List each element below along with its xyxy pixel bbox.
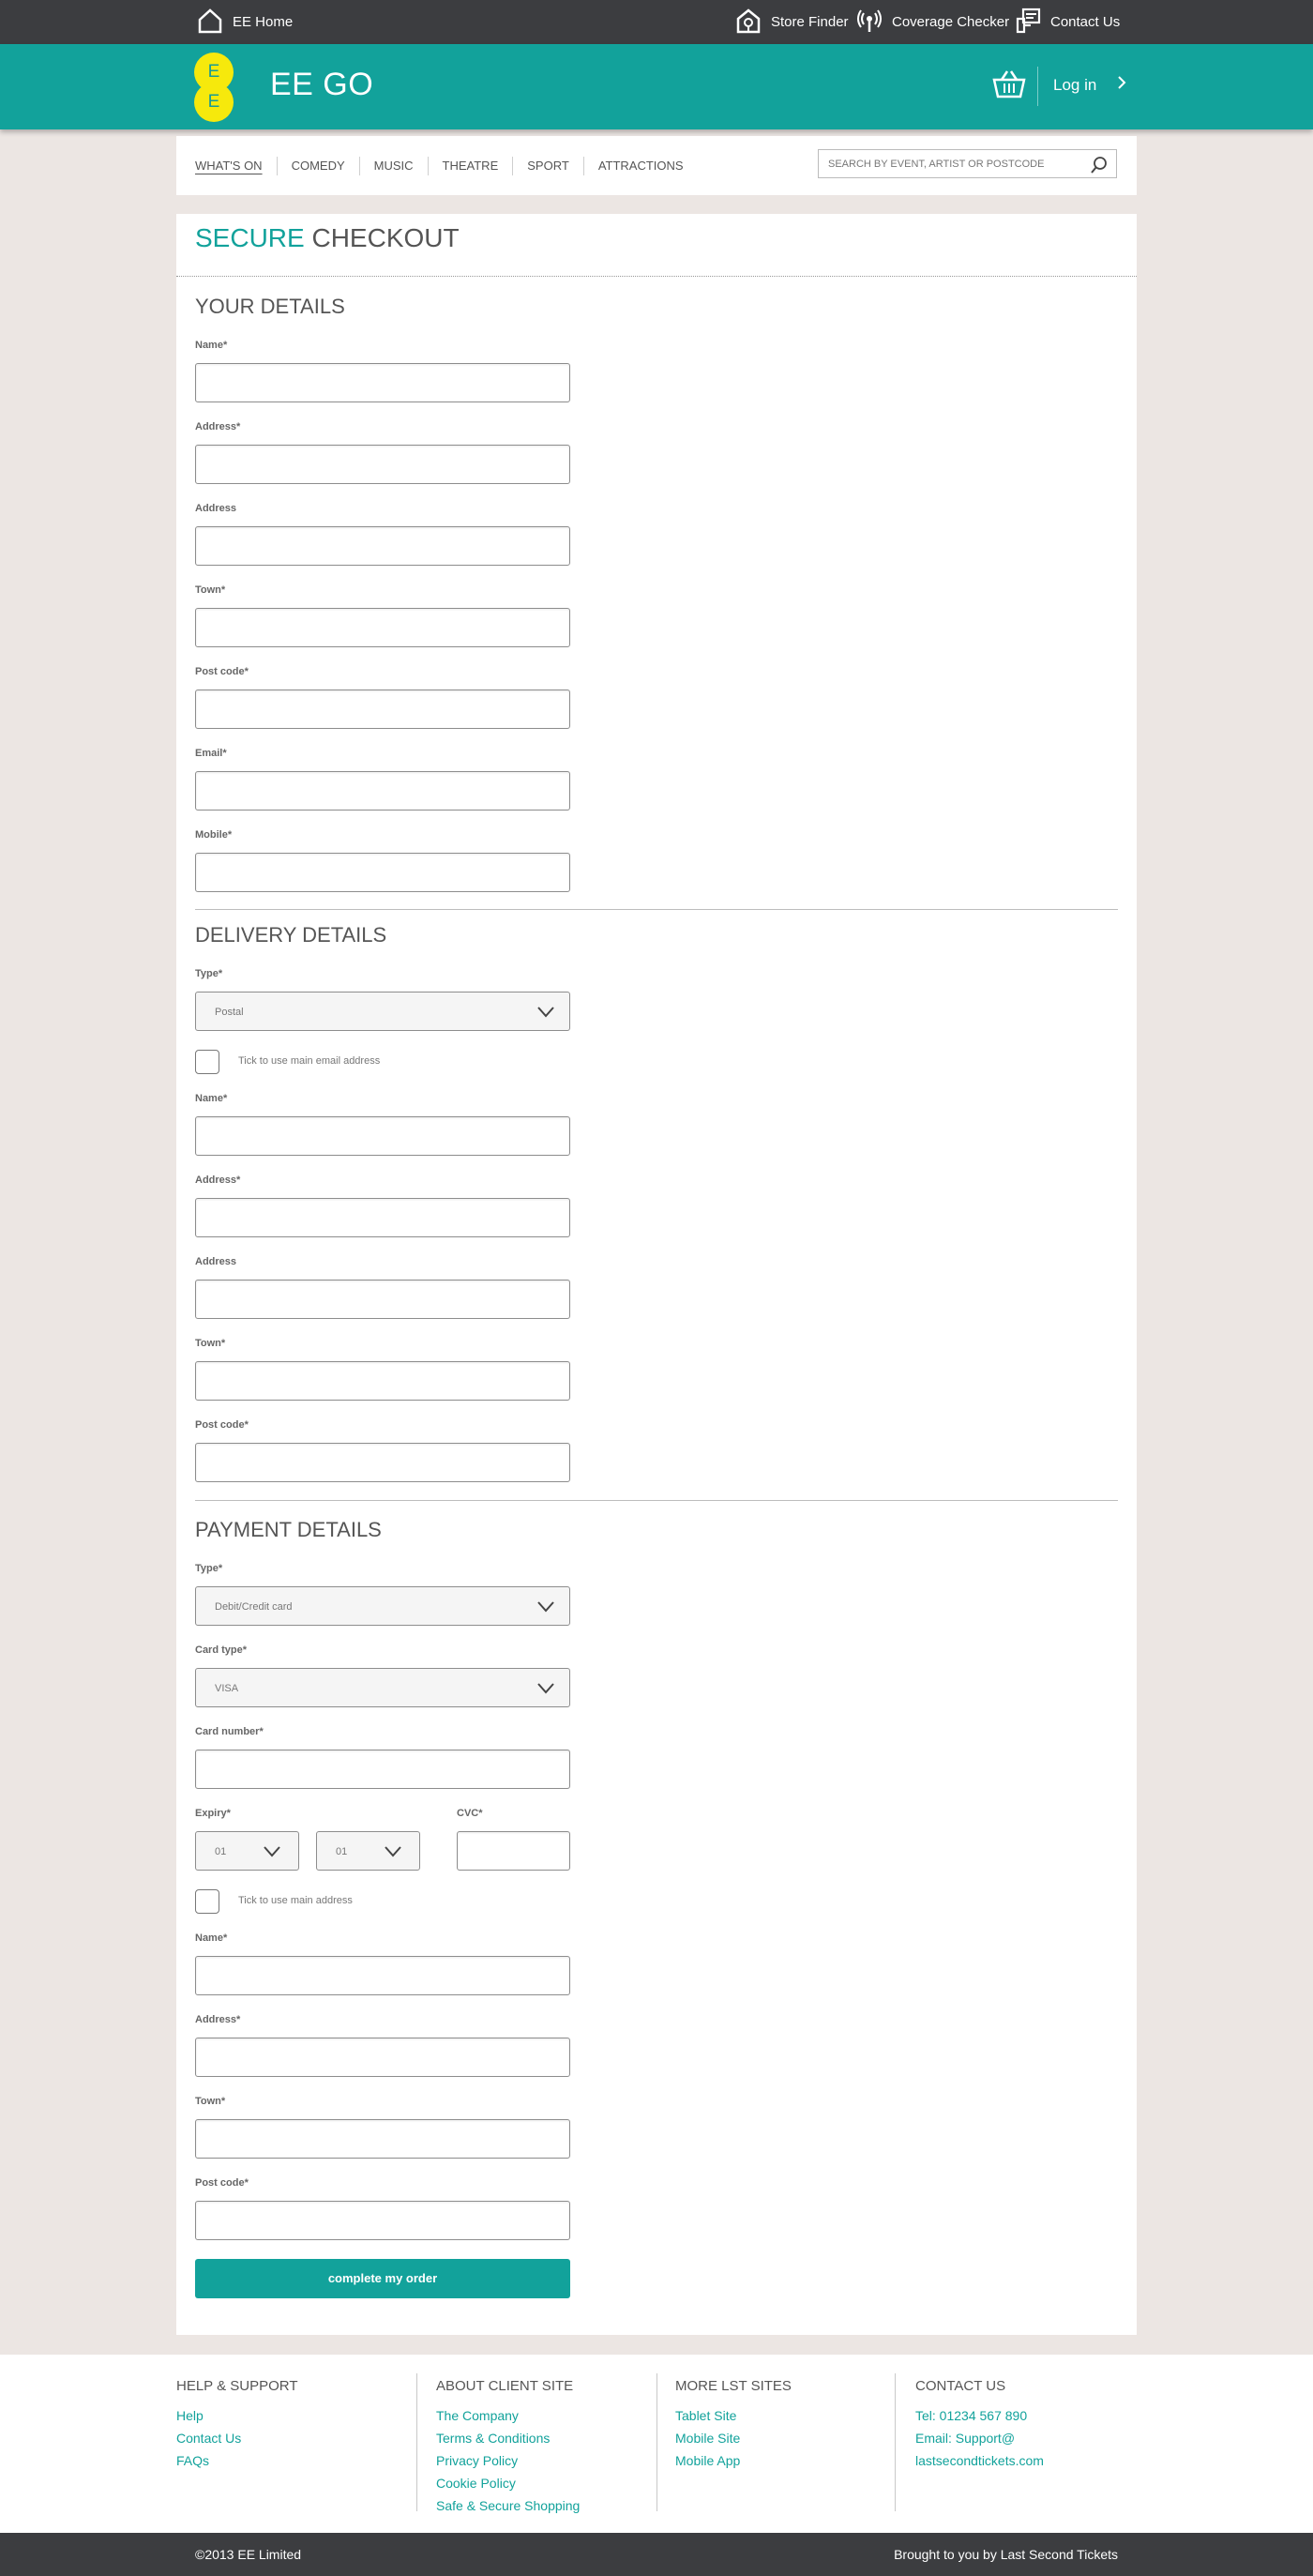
- delivery-postcode-label: Post code*: [195, 1419, 249, 1431]
- nav-music[interactable]: MUSIC: [359, 157, 428, 175]
- footer-link-safe-shopping[interactable]: Safe & Secure Shopping: [436, 2498, 581, 2513]
- card-number-input[interactable]: [195, 1750, 570, 1789]
- footer-lst-column: [675, 2378, 792, 2472]
- footer-help-column: [176, 2378, 298, 2472]
- address1-input[interactable]: [195, 445, 570, 484]
- billing-postcode-input[interactable]: [195, 2201, 570, 2240]
- footer-link-cookie[interactable]: Cookie Policy: [436, 2476, 516, 2491]
- footer-link-tablet[interactable]: Tablet Site: [675, 2408, 737, 2423]
- delivery-town-label: Town*: [195, 1338, 226, 1349]
- coverage-checker-link[interactable]: [856, 0, 1009, 44]
- expiry-month-value: 01: [215, 1846, 227, 1857]
- site-footer: [0, 2355, 1313, 2533]
- card-type-value: VISA: [215, 1683, 239, 1694]
- town-label: Town*: [195, 584, 226, 596]
- top-bar: [0, 0, 1313, 44]
- contact-us-link[interactable]: [1015, 0, 1120, 44]
- footer-link-mobile-site[interactable]: Mobile Site: [675, 2431, 741, 2446]
- nav-whats-on[interactable]: WHAT'S ON: [195, 159, 263, 173]
- delivery-address1-input[interactable]: [195, 1198, 570, 1237]
- section-divider: [195, 1500, 1118, 1501]
- town-input[interactable]: [195, 608, 570, 647]
- footer-link-privacy[interactable]: Privacy Policy: [436, 2453, 519, 2468]
- cvc-input[interactable]: [457, 1831, 570, 1871]
- billing-address-input[interactable]: [195, 2038, 570, 2077]
- search-box: [818, 149, 1117, 178]
- mobile-input[interactable]: [195, 853, 570, 892]
- search-input[interactable]: [819, 150, 1081, 177]
- name-input[interactable]: [195, 363, 570, 402]
- ee-home-label: EE Home: [233, 14, 294, 30]
- section-divider: [195, 909, 1118, 910]
- basket-icon[interactable]: [992, 69, 1026, 104]
- delivery-type-label: Type*: [195, 968, 223, 979]
- postcode-label: Post code*: [195, 666, 249, 677]
- footer-link-faqs[interactable]: FAQs: [176, 2453, 210, 2468]
- contact-us-label: Contact Us: [1050, 14, 1121, 30]
- delivery-town-input[interactable]: [195, 1361, 570, 1401]
- store-finder-link[interactable]: [735, 0, 849, 44]
- login-label: Log in: [1053, 75, 1097, 94]
- delivery-address2-label: Address: [195, 1256, 237, 1267]
- header-divider: [1037, 67, 1038, 106]
- billing-address-label: Address*: [195, 2014, 241, 2025]
- nav-theatre[interactable]: THEATRE: [428, 157, 513, 175]
- delivery-details-title: DELIVERY DETAILS: [195, 923, 387, 947]
- address2-input[interactable]: [195, 526, 570, 566]
- card-number-label: Card number*: [195, 1726, 264, 1737]
- email-label: Email*: [195, 748, 227, 759]
- your-details-title: YOUR DETAILS: [195, 295, 345, 318]
- footer-link-terms[interactable]: Terms & Conditions: [436, 2431, 551, 2446]
- store-finder-label: Store Finder: [771, 14, 849, 30]
- delivery-name-input[interactable]: [195, 1116, 570, 1156]
- logo-dot-bottom: E: [194, 83, 234, 122]
- address1-label: Address*: [195, 421, 241, 432]
- payment-type-select[interactable]: [195, 1586, 570, 1626]
- title-accent: SECURE: [195, 223, 305, 252]
- delivery-type-value: Postal: [215, 1007, 244, 1018]
- contact-icon: [1015, 8, 1050, 38]
- card-type-select[interactable]: [195, 1668, 570, 1707]
- copyright: ©2013 EE Limited: [195, 2547, 302, 2562]
- billing-town-input[interactable]: [195, 2119, 570, 2159]
- delivery-name-label: Name*: [195, 1093, 228, 1104]
- footer-column-title: HELP & SUPPORT: [176, 2378, 298, 2394]
- nav-attractions[interactable]: ATTRACTIONS: [583, 157, 698, 175]
- ee-logo[interactable]: [194, 53, 234, 122]
- cvc-label: CVC*: [457, 1808, 483, 1819]
- delivery-address1-label: Address*: [195, 1174, 241, 1186]
- card-type-label: Card type*: [195, 1644, 248, 1656]
- billing-postcode-label: Post code*: [195, 2177, 249, 2189]
- delivery-address2-input[interactable]: [195, 1280, 570, 1319]
- main-nav: [176, 136, 1137, 195]
- expiry-year-value: 01: [336, 1846, 348, 1857]
- delivery-type-select[interactable]: [195, 992, 570, 1031]
- use-main-address-checkbox[interactable]: [195, 1889, 219, 1914]
- delivery-postcode-input[interactable]: [195, 1443, 570, 1482]
- payment-type-label: Type*: [195, 1563, 223, 1574]
- logo-dot-top: E: [194, 53, 234, 92]
- billing-town-label: Town*: [195, 2096, 226, 2107]
- footer-divider: [416, 2373, 417, 2511]
- footer-link-contact-us[interactable]: Contact Us: [176, 2431, 242, 2446]
- site-header: [0, 44, 1313, 129]
- footer-contact-column: [915, 2378, 1044, 2472]
- footer-link-help[interactable]: Help: [176, 2408, 204, 2423]
- coverage-checker-label: Coverage Checker: [892, 14, 1010, 30]
- footer-link-company[interactable]: The Company: [436, 2408, 519, 2423]
- payment-details-title: PAYMENT DETAILS: [195, 1518, 382, 1541]
- title-rest: CHECKOUT: [311, 223, 460, 252]
- nav-comedy[interactable]: COMEDY: [277, 157, 359, 175]
- chevron-right-icon: [1096, 75, 1126, 95]
- nav-links: [195, 157, 698, 175]
- expiry-month-select[interactable]: [195, 1831, 299, 1871]
- billing-name-input[interactable]: [195, 1956, 570, 1995]
- address2-label: Address: [195, 503, 237, 514]
- payment-type-value: Debit/Credit card: [215, 1601, 293, 1613]
- brand-name: EE GO: [270, 67, 374, 102]
- email-input[interactable]: [195, 771, 570, 811]
- expiry-year-select[interactable]: [316, 1831, 420, 1871]
- home-icon: [197, 8, 233, 38]
- bottom-bar: [0, 2533, 1313, 2576]
- name-label: Name*: [195, 340, 228, 351]
- footer-link-tel[interactable]: Tel: 01234 567 890: [915, 2408, 1028, 2423]
- login-link[interactable]: [1053, 75, 1126, 95]
- use-main-email-checkbox[interactable]: [195, 1050, 219, 1074]
- page-title: [195, 223, 460, 253]
- footer-link-email[interactable]: Email: Support@: [915, 2431, 1016, 2446]
- brought-by: Brought to you by Last Second Tickets: [894, 2547, 1118, 2562]
- footer-divider: [656, 2373, 657, 2511]
- nav-sport[interactable]: SPORT: [512, 157, 583, 175]
- store-finder-icon: [735, 8, 771, 38]
- mobile-label: Mobile*: [195, 829, 233, 841]
- signal-icon: [856, 8, 892, 38]
- footer-about-column: [436, 2378, 580, 2517]
- title-divider: [176, 276, 1137, 277]
- footer-column-title: CONTACT US: [915, 2378, 1006, 2394]
- postcode-input[interactable]: [195, 689, 570, 729]
- use-main-address-label: Tick to use main address: [238, 1895, 353, 1906]
- footer-link-email-domain[interactable]: lastsecondtickets.com: [915, 2453, 1044, 2468]
- complete-order-button[interactable]: complete my order: [195, 2259, 570, 2298]
- ee-home-link[interactable]: [197, 0, 293, 44]
- footer-link-mobile-app[interactable]: Mobile App: [675, 2453, 741, 2468]
- footer-divider: [895, 2373, 896, 2511]
- billing-name-label: Name*: [195, 1932, 228, 1944]
- use-main-email-label: Tick to use main email address: [238, 1055, 381, 1067]
- footer-column-title: MORE LST SITES: [675, 2378, 792, 2394]
- footer-column-title: ABOUT CLIENT SITE: [436, 2378, 574, 2394]
- expiry-label: Expiry*: [195, 1808, 231, 1819]
- checkout-card: [176, 214, 1137, 2335]
